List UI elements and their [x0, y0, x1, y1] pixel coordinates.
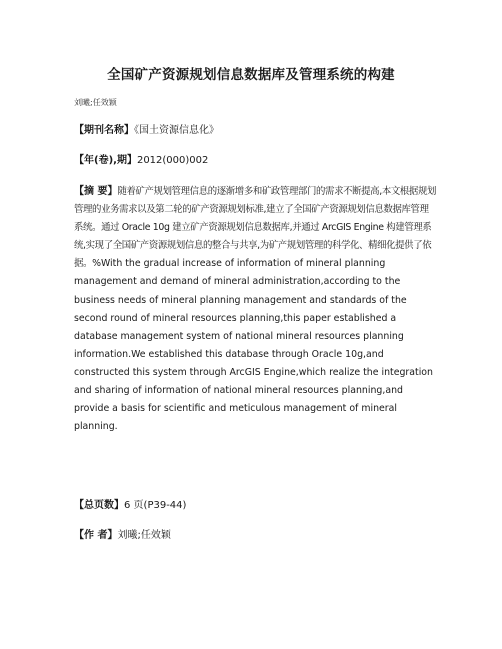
abstract-block: [74, 183, 436, 436]
abstract-label: 【摘 要】: [74, 186, 118, 197]
authors-label: 【作 者】: [74, 530, 118, 541]
authors-byline: 刘曦;任效颖: [74, 98, 117, 107]
journal-field: [74, 124, 219, 138]
abstract-chinese: 随着矿产规划管理信息的逐渐增多和矿政管理部门的需求不断提高,本文根据规划管理的业务需求以及第二轮的矿产资源规划标准,建立了全国矿产资源规划信息数据库管理系统。通过 Oracle 10g 建立矿产资源规划信息数据库,并通过 ArcGIS Engine 构建管理系统,实现了全国矿产资源规划信息的整合与共享,为矿产规划管理的科学化、精细化提供了依据。: [74, 186, 436, 270]
year-issue-field: [74, 154, 208, 168]
year-issue-value: 2012(000)002: [136, 155, 209, 166]
year-issue-label: 【年(卷),期】: [74, 155, 137, 166]
authors-field: [74, 529, 171, 543]
authors-value: 刘曦;任效颖: [117, 530, 171, 541]
journal-label: 【期刊名称】: [74, 125, 134, 136]
page-count-field: [74, 499, 186, 513]
page-count-label: 【总页数】: [74, 500, 124, 511]
abstract-english: %With the gradual increase of information of mineral planning management and demand of mineral administration,according to the business needs of mineral planning management and standards of the second round of mineral resources planning,this paper established a database management system of national mineral resources planning information.We established this database through Oracle 10g,and constructed this system through ArcGIS Engine,which realize the integration and sharing of information of national mineral resources planning,and provide a basis for scientific and meticulous management of mineral planning.: [74, 258, 433, 433]
journal-value: 《国土资源信息化》: [134, 125, 219, 136]
article-title: 全国矿产资源规划信息数据库及管理系统的构建: [107, 67, 395, 83]
page-count-value: 6 页(P39-44): [124, 500, 187, 511]
